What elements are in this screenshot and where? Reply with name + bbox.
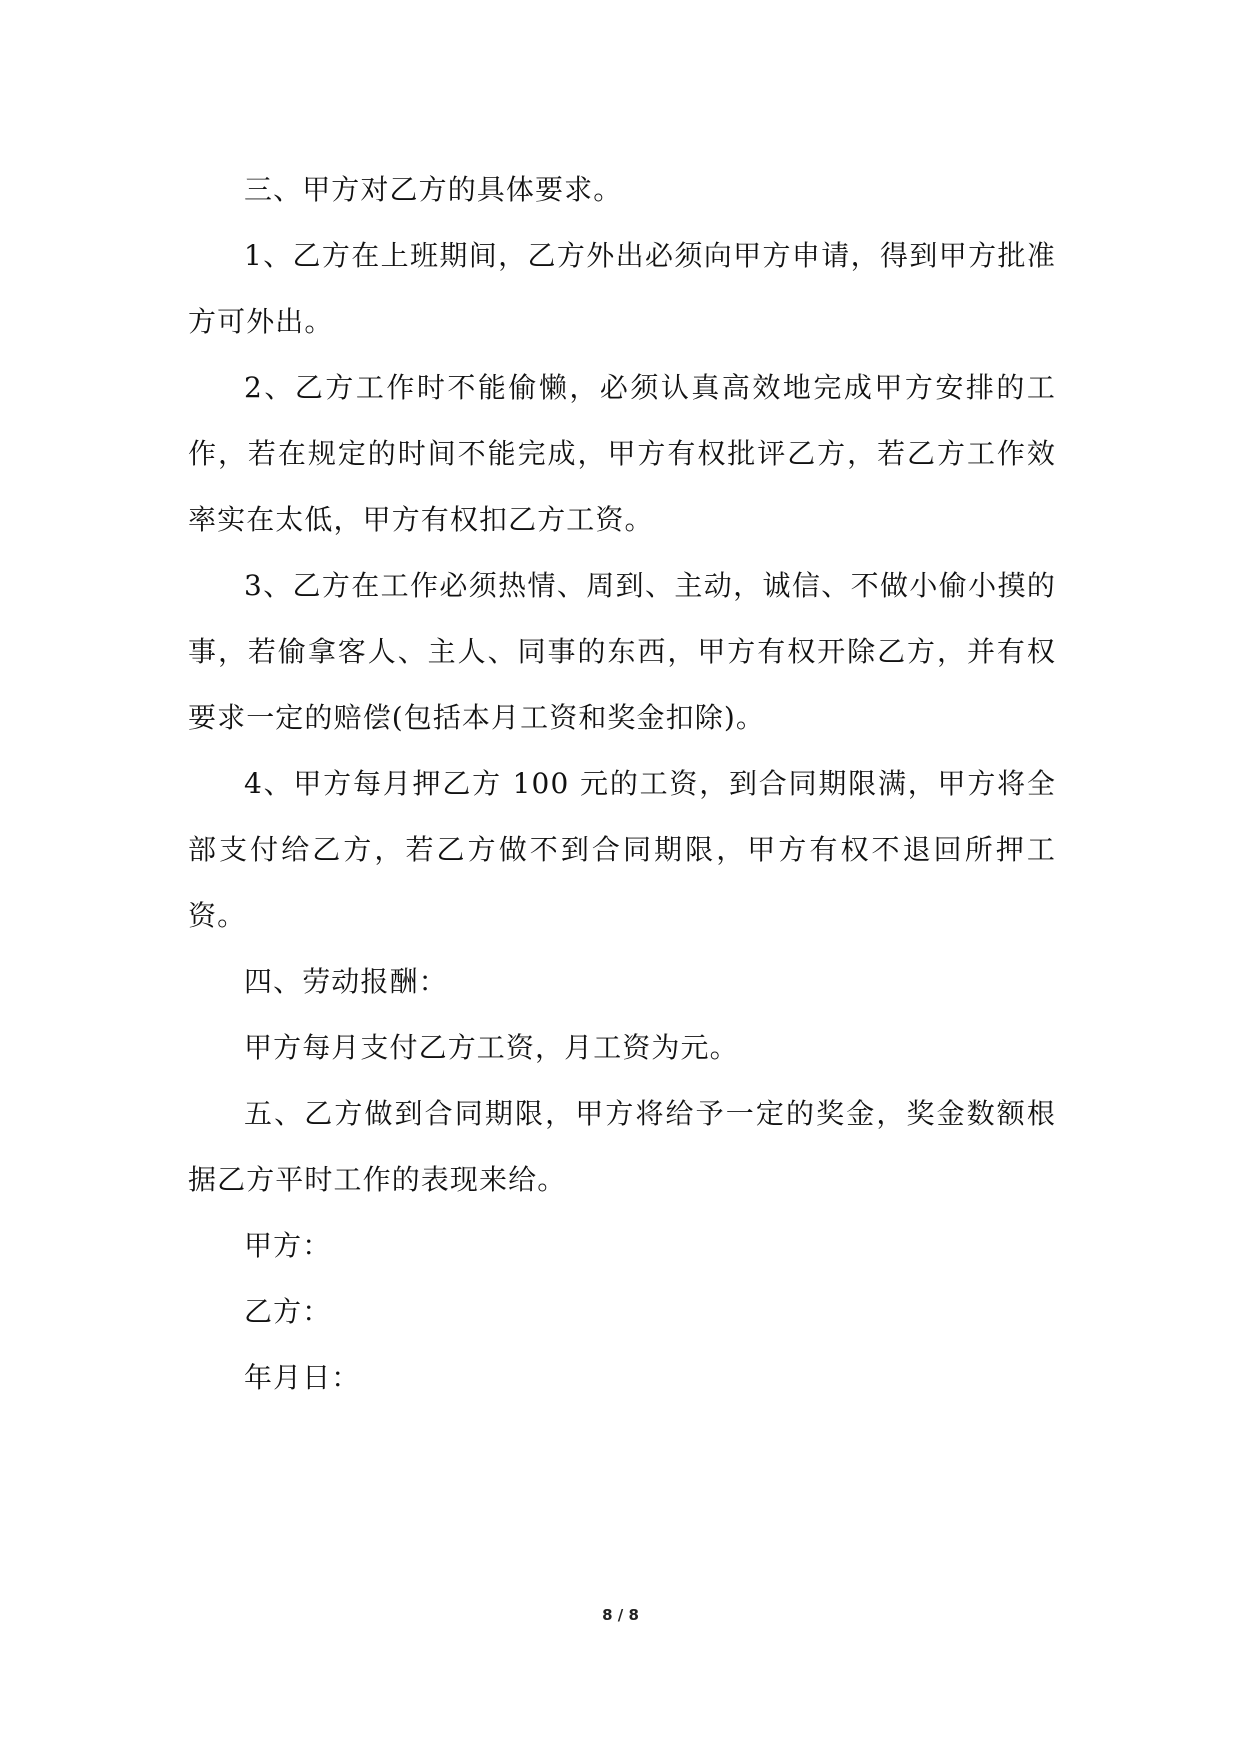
page-number: 8 / 8 [602,1606,639,1624]
document-body [188,157,1056,1411]
section-bonus: 五、乙方做到合同期限，甲方将给予一定的奖金，奖金数额根据乙方平时工作的表现来给。 [188,1097,1056,1196]
signature-party-b: 乙方： [244,1295,332,1328]
clause-4: 4、甲方每月押乙方 100 元的工资，到合同期限满，甲方将全部支付给乙方，若乙方做不到合同期限，甲方有权不退回所押工资。 [188,767,1056,932]
clause-3: 3、乙方在工作必须热情、周到、主动，诚信、不做小偷小摸的事，若偷拿客人、主人、同事的东西，甲方有权开除乙方，并有权要求一定的赔偿(包括本月工资和奖金扣除)。 [188,569,1056,734]
clause-2: 2、乙方工作时不能偷懒，必须认真高效地完成甲方安排的工作，若在规定的时间不能完成，甲方有权批评乙方，若乙方工作效率实在太低，甲方有权扣乙方工资。 [188,371,1056,536]
clause-1: 1、乙方在上班期间，乙方外出必须向甲方申请，得到甲方批准方可外出。 [188,239,1056,338]
section-heading-compensation: 四、劳动报酬： [244,965,448,998]
section-heading-requirements: 三、甲方对乙方的具体要求。 [244,173,623,206]
compensation-text: 甲方每月支付乙方工资，月工资为元。 [244,1031,739,1064]
signature-party-a: 甲方： [244,1229,332,1262]
signature-date: 年月日： [244,1361,361,1394]
